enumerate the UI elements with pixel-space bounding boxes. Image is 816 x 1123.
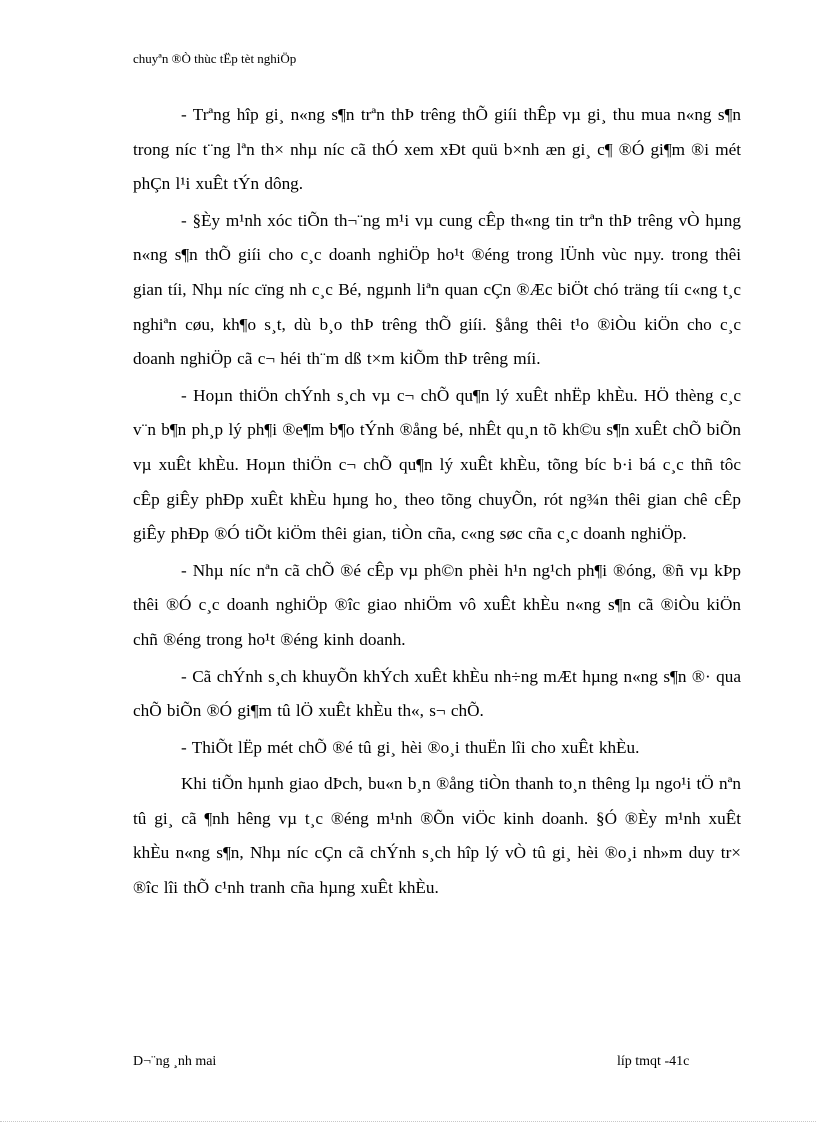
page-header: chuyªn ®Ò thùc tËp tèt nghiÖp [133, 51, 297, 66]
paragraph-processed-exports: - Cã chÝnh s¸ch khuyÕn khÝch xuÊt khÈu nh÷ng mÆt hµng n«ng s¶n ®· qua chÕ biÕn ®Ó gi¶m tû lÖ xuÊt khÈu th«, s¬ chÕ. [133, 666, 741, 721]
footer-class: líp tmqt -41c [617, 1054, 690, 1069]
page-edge-divider [0, 1121, 816, 1122]
paragraph-quota-allocation: - Nhµ níc nªn cã chÕ ®é cÊp vµ ph©n phèi h¹n ng¹ch ph¶i ®óng, ®ñ vµ kÞp thêi ®Ó c¸c doanh nghiÖp ®îc giao nhiÖm vô xuÊt khÈu n«ng s¶n cã ®iÒu kiÖn chñ ®éng trong ho¹t ®éng kinh doanh. [133, 560, 741, 649]
paragraph-exchange-rate-policy: Khi tiÕn hµnh giao dÞch, bu«n b¸n ®ång tiÒn thanh to¸n thêng lµ ngo¹i tÖ nªn tû gi¸ cã ¶nh hêng vµ t¸c ®éng m¹nh ®Õn viÖc kinh doanh. §Ó ®Èy m¹nh xuÊt khÈu n«ng s¶n, Nhµ níc cÇn cã chÝnh s¸ch hîp lý vÒ tû gi¸ hèi ®o¸i nh»m duy tr× ®îc lîi thÕ c¹nh tranh cña hµng xuÊt khÈu. [133, 774, 741, 898]
paragraph-export-management: - Hoµn thiÖn chÝnh s¸ch vµ c¬ chÕ qu¶n lý xuÊt nhËp khÈu. HÖ thèng c¸c v¨n b¶n ph¸p lý ph¶i ®e¶m b¶o tÝnh ®ång bé, nhÊt qu¸n tõ kh©u s¶n xuÊt chÕ biÕn vµ xuÊt khÈu. Hoµn thiÖn c¬ chÕ qu¶n lý xuÊt khÈu, tõng bíc b·i bá c¸c thñ tôc cÊp giÊy phÐp xuÊt khÈu hµng ho¸ theo tõng chuyÕn, rót ng¾n thêi gian chê cÊp giÊy phÐp ®Ó tiÕt kiÖm thêi gian, tiÒn cña, c«ng søc cña c¸c doanh nghiÖp. [133, 385, 741, 544]
footer-author: D¬¨ng ¸nh mai [133, 1054, 217, 1069]
paragraph-interest-rate-support: - Trªng hîp gi¸ n«ng s¶n trªn thÞ trêng thÕ giíi thÊp vµ gi¸ thu mua n«ng s¶n trong níc t¨ng lªn th× nhµ níc cã thÓ xem xÐt quü b×nh æn gi¸ c¶ ®Ó gi¶m ®i mét phÇn l¹i xuÊt tÝn dông. [133, 105, 741, 194]
document-body [133, 98, 741, 908]
paragraph-exchange-rate-regime: - ThiÕt lËp mét chÕ ®é tû gi¸ hèi ®o¸i thuËn lîi cho xuÊt khÈu. [181, 737, 640, 757]
paragraph-trade-promotion: - §Èy m¹nh xóc tiÕn th¬¨ng m¹i vµ cung cÊp th«ng tin trªn thÞ trêng vÒ hµng n«ng s¶n thÕ giíi cho c¸c doanh nghiÖp ho¹t ®éng trong lÜnh vùc nµy. trong thêi gian tíi, Nhµ níc cïng nh c¸c Bé, ngµnh liªn quan cÇn ®Æc biÖt chó träng tíi c«ng t¸c nghiªn cøu, kh¶o s¸t, dù b¸o thÞ trêng thÕ giíi. §ång thêi t¹o ®iÒu kiÖn cho c¸c doanh nghiÖp cã c¬ héi th¨m dß t×m kiÕm thÞ trêng míi. [133, 210, 741, 369]
